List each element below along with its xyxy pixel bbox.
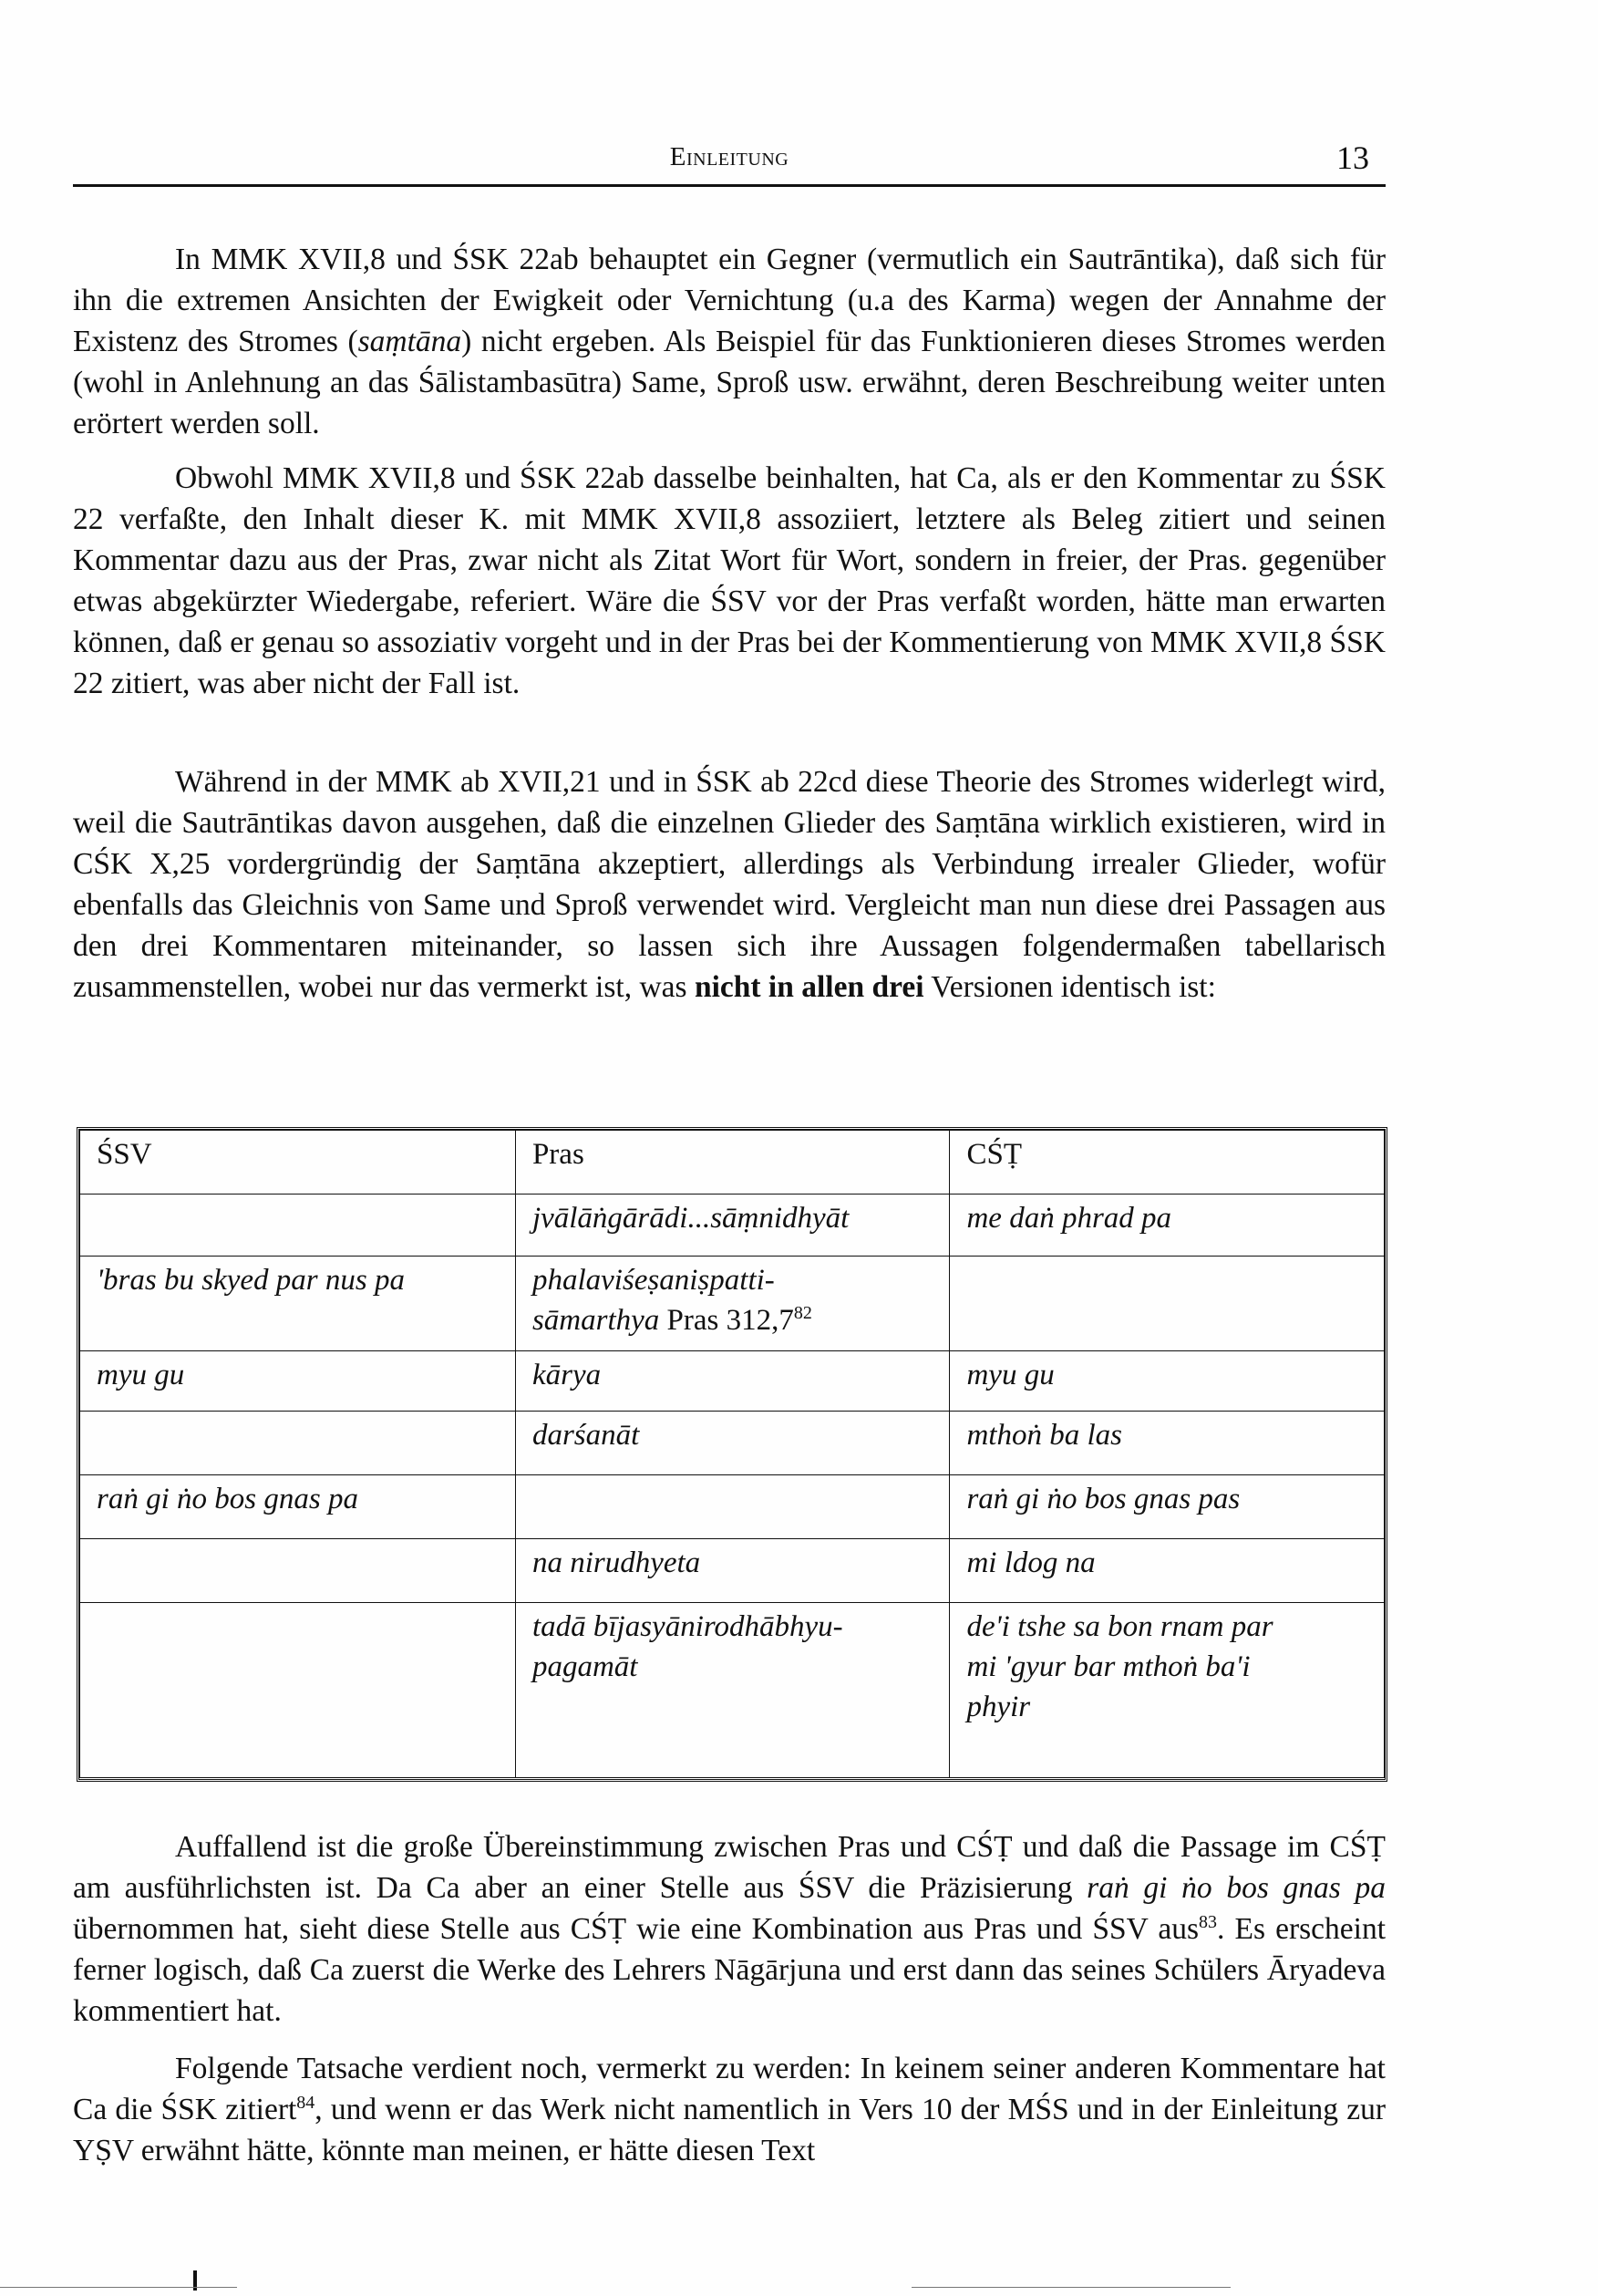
table-cell: jvālāṅgārādi...sāṃnidhyāt: [515, 1195, 950, 1257]
table-cell: [80, 1195, 516, 1257]
paragraph-2: Obwohl MMK XVII,8 und ŚSK 22ab dasselbe beinhalten, hat Ca, als er den Kommentar zu ŚSK 22 verfaßte, den Inhalt dieser K. mit MMK XVII,8 assoziiert, letztere als Beleg zitiert und seinen Kommentar dazu aus der Pras, zwar nicht als Zitat Wort für Wort, sondern in freier, der Pras. gegenüber etwas abgekürzter Wiedergabe, referiert. Wäre die ŚSV vor der Pras verfaßt worden, hätte man erwarten können, daß er genau so assoziativ vorgeht und in der Pras bei der Kommentierung von MMK XVII,8 ŚSK 22 zitiert, was aber nicht der Fall ist.: [73, 461, 1386, 700]
scan-artifact: [0, 2287, 237, 2288]
running-title: Einleitung: [669, 142, 789, 171]
table-row: [80, 1603, 1385, 1778]
page-number: 13: [1336, 140, 1369, 176]
table-row: [80, 1257, 1385, 1351]
table-row: [80, 1539, 1385, 1603]
table-cell: [80, 1603, 516, 1778]
table-row: [80, 1412, 1385, 1475]
table-cell: myu gu: [80, 1351, 516, 1412]
table-cell: [80, 1539, 516, 1603]
table-header-ssv: ŚSV: [80, 1131, 516, 1195]
table-header-cst: CŚṬ: [950, 1131, 1385, 1195]
table-cell: myu gu: [950, 1351, 1385, 1412]
table-header-pras: Pras: [515, 1131, 950, 1195]
table-cell: [515, 1475, 950, 1539]
paragraph-5: Folgende Tatsache verdient noch, vermerkt zu werden: In keinem seiner anderen Kommentare hat Ca die ŚSK zitiert$^{84}$, und wenn er das Werk nicht namentlich in Vers 10 der MŚS und in der Einleitung zur YṢV erwähnt hätte, könnte man meinen, er hätte diesen Text: [73, 2052, 1386, 2167]
table-cell: me daṅ phrad pa: [950, 1195, 1385, 1257]
table-cell: [950, 1257, 1385, 1351]
table-cell: mi ldog na: [950, 1539, 1385, 1603]
table-row: [80, 1351, 1385, 1412]
table-cell: kārya: [515, 1351, 950, 1412]
comparison-table: [77, 1127, 1387, 1782]
table-cell: de'i tshe sa bon rnam par mi 'gyur bar mthoṅ ba'i phyir: [950, 1603, 1385, 1778]
table-cell: mthoṅ ba las: [950, 1412, 1385, 1475]
table-cell: 'bras bu skyed par nus pa: [80, 1257, 516, 1351]
table-cell: raṅ gi ṅo bos gnas pas: [950, 1475, 1385, 1539]
paragraph-4: Auffallend ist die große Übereinstimmung zwischen Pras und CŚṬ und daß die Passage im CŚṬ am ausführlichsten ist. Da Ca aber an einer Stelle aus ŚSV die Präzisierung raṅ gi ṅo bos gnas pa übernommen hat, sieht diese Stelle aus CŚṬ wie eine Kombination aus Pras und ŚSV aus$^{83}$. Es erscheint ferner logisch, daß Ca zuerst die Werke des Lehrers Nāgārjuna und erst dann das seines Schülers Āryadeva kommentiert hat.: [73, 1830, 1387, 2028]
table-row: [80, 1195, 1385, 1257]
table-header-row: [80, 1131, 1385, 1195]
page-header: [73, 137, 1386, 187]
table-cell: darśanāt: [515, 1412, 950, 1475]
scan-artifact: [912, 2287, 1231, 2288]
table-cell: [80, 1412, 516, 1475]
paragraph-3: Während in der MMK ab XVII,21 und in ŚSK ab 22cd diese Theorie des Stromes widerlegt wird, weil die Sautrāntikas davon ausgehen, daß die einzelnen Glieder des Saṃtāna wirklich existieren, wird in CŚK X,25 vordergründig der Saṃtāna akzeptiert, allerdings als Verbindung irrealer Glieder, wofür ebenfalls das Gleichnis von Same und Sproß verwendet wird. Vergleicht man nun diese drei Passagen aus den drei Kommentaren miteinander, so lassen sich ihre Aussagen folgendermaßen tabellarisch zusammenstellen, wobei nur das vermerkt ist, was nicht in allen drei Versionen identisch ist:: [73, 765, 1386, 1004]
paragraph-1: In MMK XVII,8 und ŚSK 22ab behauptet ein Gegner (vermutlich ein Sautrāntika), daß sich für ihn die extremen Ansichten der Ewigkeit oder Vernichtung (u.a des Karma) wegen der Annahme der Existenz des Stromes (saṃtāna) nicht ergeben. Als Beispiel für das Funktionieren dieses Stromes werden (wohl in Anlehnung an das Śālistambasūtra) Same, Sproß usw. erwähnt, deren Beschreibung weiter unten erörtert werden soll.: [73, 243, 1386, 440]
table-cell: phalaviśeṣaniṣpatti- sāmarthya Pras 312,7$^{82}$: [515, 1257, 950, 1351]
table-cell: raṅ gi ṅo bos gnas pa: [80, 1475, 516, 1539]
table-cell: tadā bījasyānirodhābhyu- pagamāt: [515, 1603, 950, 1778]
table-cell: na nirudhyeta: [515, 1539, 950, 1603]
table-row: [80, 1475, 1385, 1539]
